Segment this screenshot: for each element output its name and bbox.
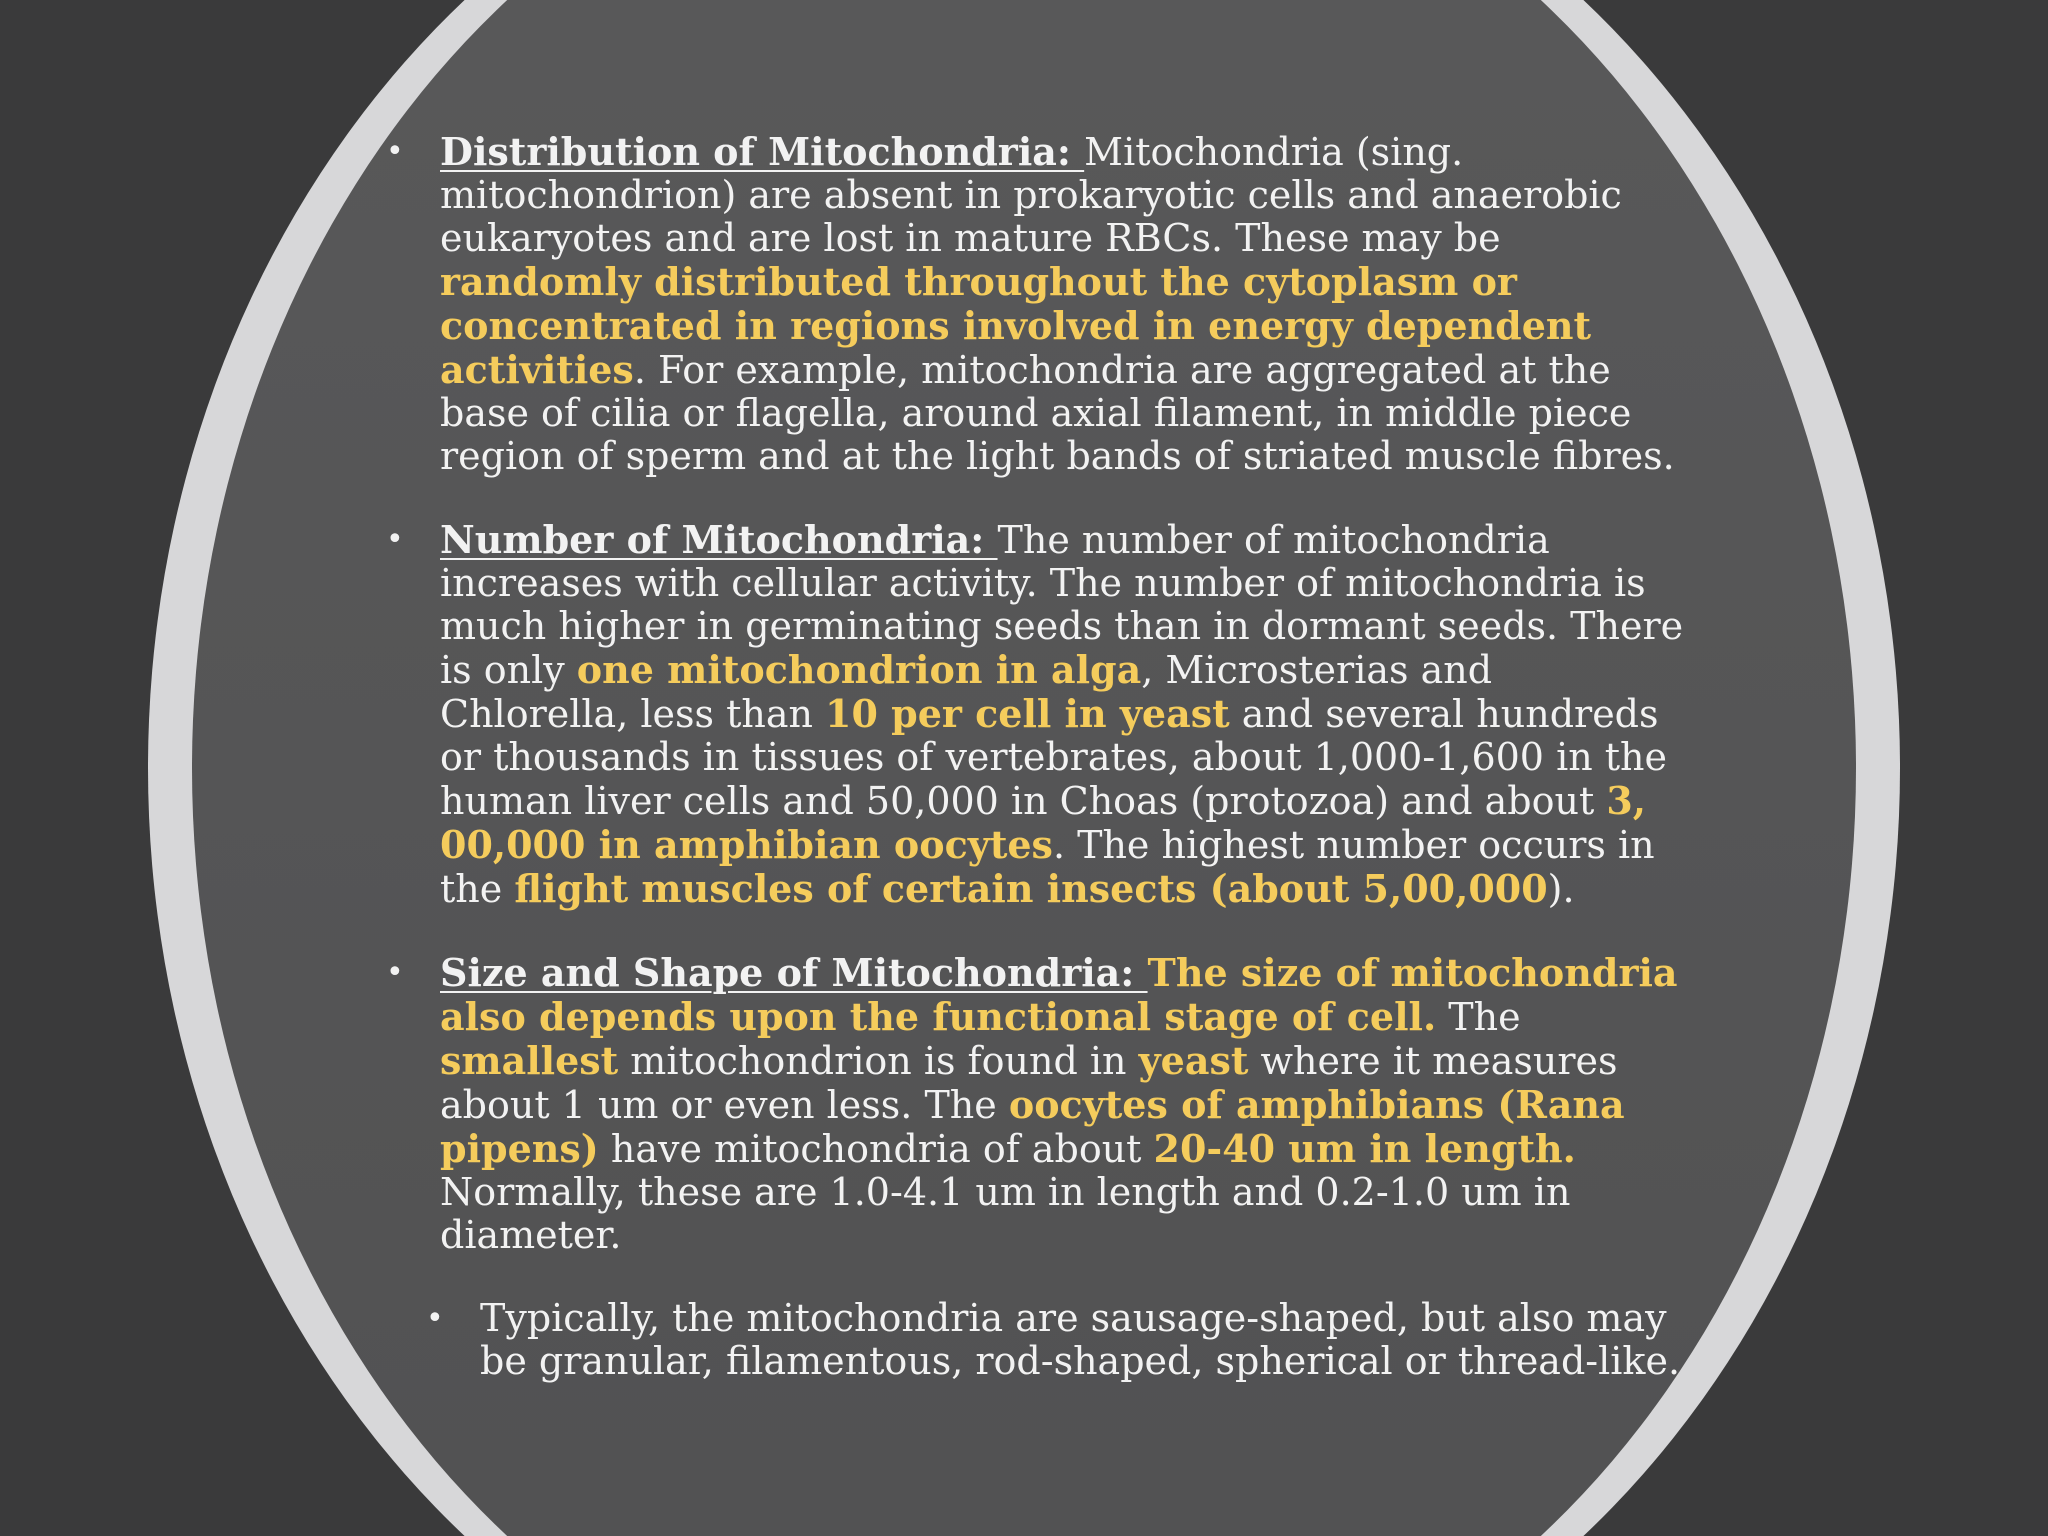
heading-size-shape: Size and Shape of Mitochondria: xyxy=(440,950,1148,995)
heading-distribution: Distribution of Mitochondria: xyxy=(440,129,1085,174)
text: mitochondrion is found in xyxy=(618,1039,1139,1083)
text: Mitochondria (sing. mitochondrion) are absent in prokaryotic cells and anaerobic eukaryotes and are lost in mature RBCs. These may be xyxy=(440,130,1622,260)
bullet-number xyxy=(382,518,1692,911)
text: . For example, mitochondria are aggregated at the base of cilia or flagella, around axial filament, in middle piece region of sperm and at the light bands of striated muscle fibres. xyxy=(440,348,1675,478)
highlight-text: oocytes of amphibians (Rana pipens) xyxy=(440,1082,1625,1171)
highlight-text: 10 per cell in yeast xyxy=(825,691,1230,736)
highlight-text: flight muscles of certain insects (about 5,00,000 xyxy=(514,866,1548,911)
highlight-text: randomly distributed throughout the cytoplasm or concentrated in regions involved in energy dependent activities xyxy=(440,259,1592,392)
highlight-text: smallest xyxy=(440,1038,619,1083)
highlight-text: one mitochondrion in alga xyxy=(576,647,1142,692)
heading-number: Number of Mitochondria: xyxy=(440,517,998,562)
highlight-text: 20-40 um in length. xyxy=(1153,1126,1576,1171)
bullet-shape xyxy=(422,1297,1692,1383)
text: ). xyxy=(1547,867,1575,911)
bullet-size-shape xyxy=(382,951,1692,1257)
bullet-distribution xyxy=(382,130,1692,478)
text: . The highest number occurs in the xyxy=(440,823,1655,911)
text: , Microsterias and Chlorella, less than xyxy=(440,648,1493,736)
text: The xyxy=(1436,995,1521,1039)
text: where it measures about 1 um or even less. The xyxy=(440,1039,1618,1127)
slide-content xyxy=(382,130,1692,1423)
highlight-text: 3, 00,000 in amphibian oocytes xyxy=(440,778,1646,867)
text: Typically, the mitochondria are sausage-shaped, but also may be granular, filamentous, rod-shaped, spherical or thread-like. xyxy=(480,1296,1681,1383)
highlight-text: The size of mitochondria also depends upon the functional stage of cell. xyxy=(440,950,1678,1039)
highlight-text: yeast xyxy=(1138,1038,1249,1083)
text: and several hundreds or thousands in tissues of vertebrates, about 1,000-1,600 in the human liver cells and 50,000 in Choas (protozoa) and about xyxy=(440,692,1668,823)
text: The number of mitochondria increases with cellular activity. The number of mitochondria is much higher in germinating seeds than in dormant seeds. There is only xyxy=(440,518,1684,692)
text: have mitochondria of about xyxy=(598,1127,1154,1171)
text: Normally, these are 1.0-4.1 um in length and 0.2-1.0 um in diameter. xyxy=(440,1170,1571,1257)
